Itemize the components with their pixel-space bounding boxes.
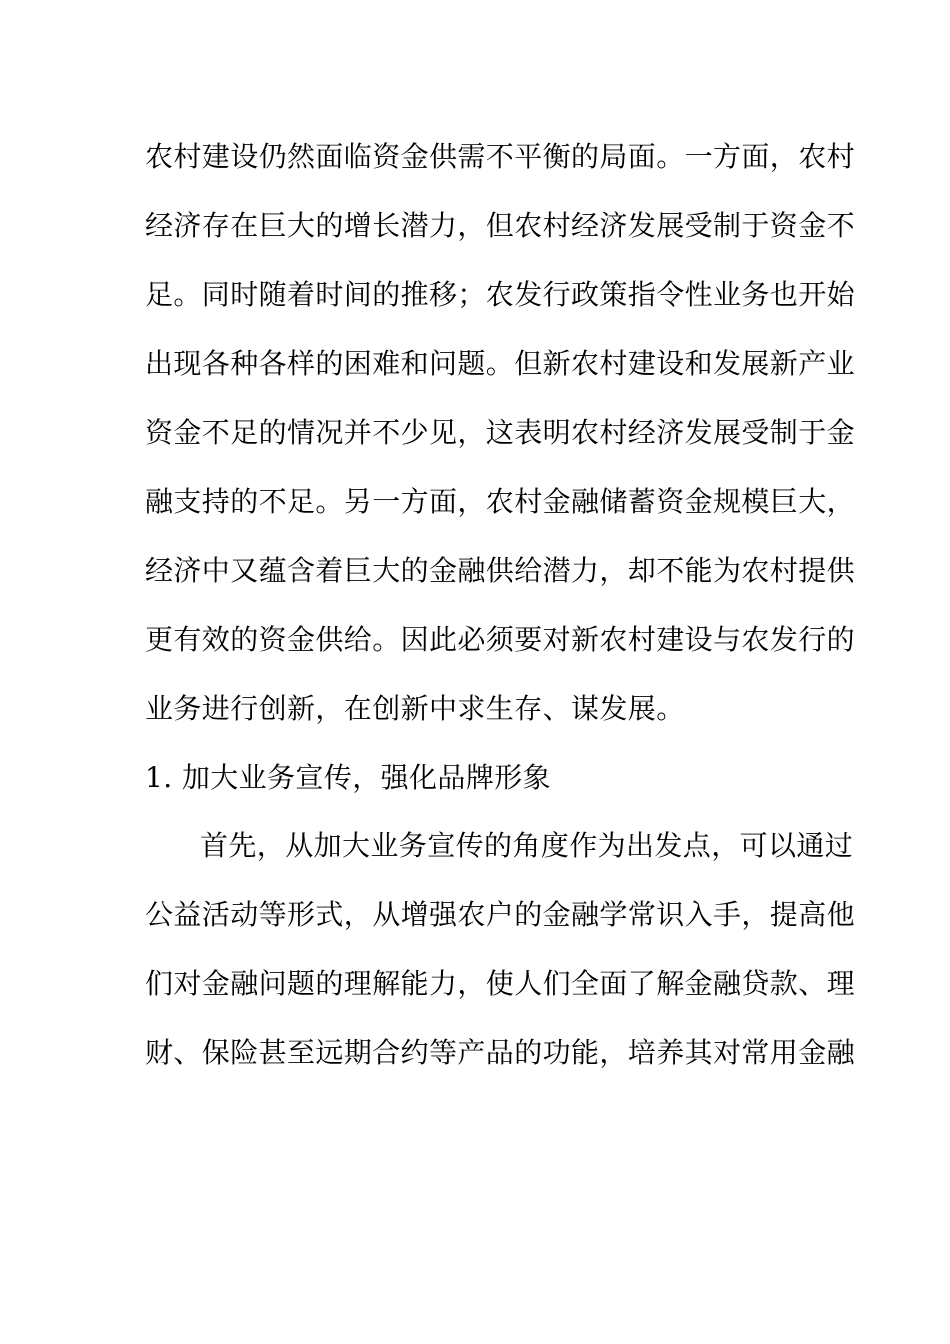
paragraph-line: 经济中又蕴含着巨大的金融供给潜力，却不能为农村提供	[145, 554, 856, 587]
paragraph-line: 农村建设仍然面临资金供需不平衡的局面。一方面，农村	[145, 140, 856, 173]
paragraph-line: 出现各种各样的困难和问题。但新农村建设和发展新产业	[145, 347, 856, 380]
paragraph-line: 财、保险甚至远期合约等产品的功能，培养其对常用金融	[145, 1036, 856, 1069]
paragraph-line: 经济存在巨大的增长潜力，但农村经济发展受制于资金不	[145, 209, 856, 242]
section-heading: 1. 加大业务宣传，强化品牌形象	[145, 761, 552, 794]
paragraph-line: 融支持的不足。另一方面，农村金融储蓄资金规模巨大，	[145, 485, 856, 518]
paragraph-line: 们对金融问题的理解能力，使人们全面了解金融贷款、理	[145, 967, 856, 1000]
paragraph-line: 更有效的资金供给。因此必须要对新农村建设与农发行的	[145, 623, 856, 656]
paragraph-line: 足。同时随着时间的推移；农发行政策指令性业务也开始	[145, 278, 856, 311]
paragraph-line: 资金不足的情况并不少见，这表明农村经济发展受制于金	[145, 416, 856, 449]
paragraph-line: 公益活动等形式，从增强农户的金融学常识入手，提高他	[145, 898, 856, 931]
paragraph-line: 首先，从加大业务宣传的角度作为出发点，可以通过	[200, 829, 854, 862]
paragraph-line: 业务进行创新，在创新中求生存、谋发展。	[145, 692, 685, 725]
